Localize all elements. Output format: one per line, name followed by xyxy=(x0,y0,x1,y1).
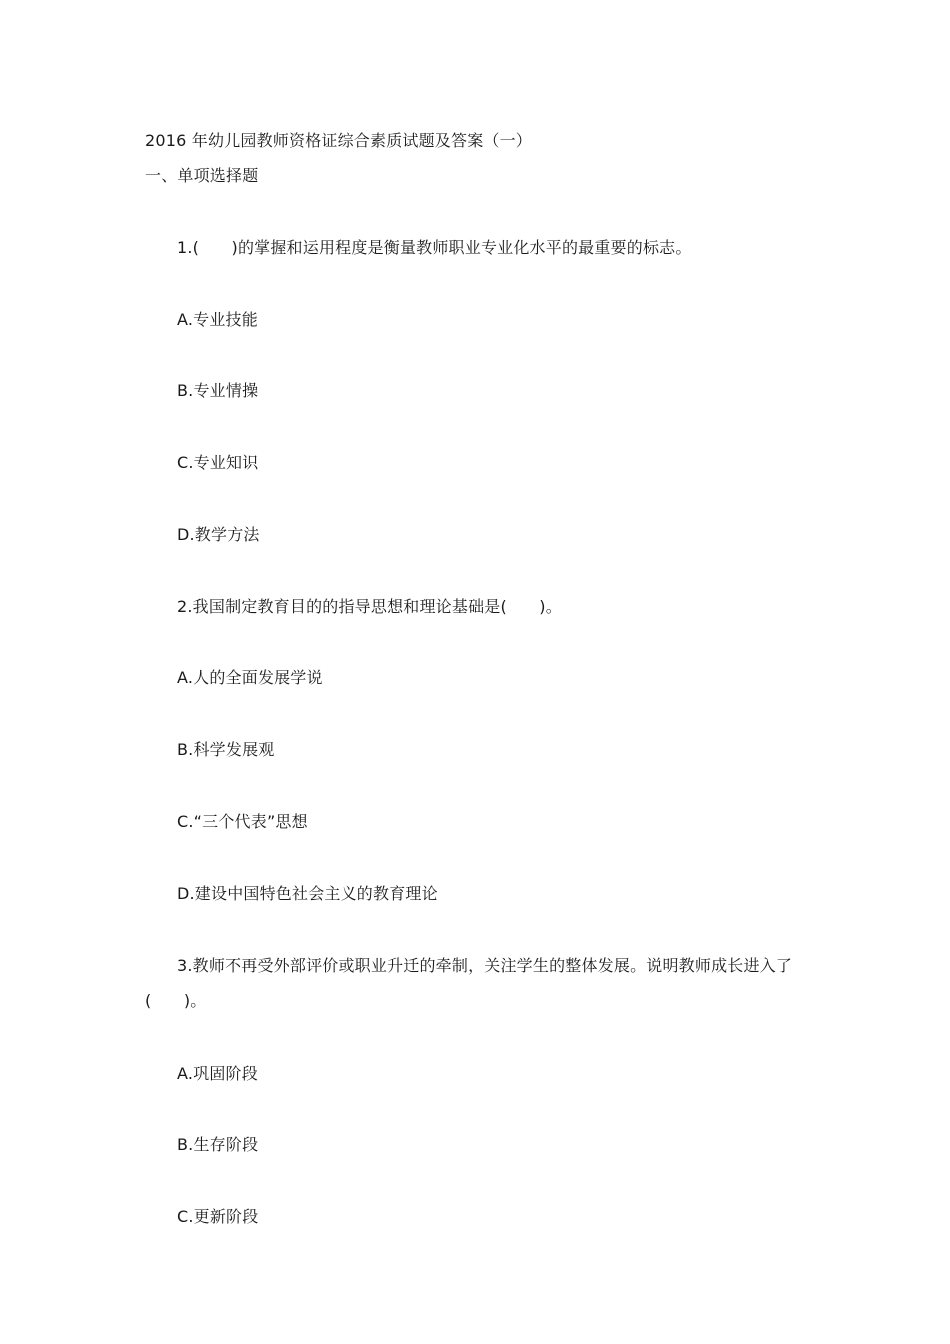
question-2-option-a: A.人的全面发展学说 xyxy=(177,668,323,687)
question-2-option-b: B.科学发展观 xyxy=(177,740,275,759)
question-3-option-c: C.更新阶段 xyxy=(177,1207,259,1226)
question-3-option-a: A.巩固阶段 xyxy=(177,1064,258,1083)
question-1-option-c: C.专业知识 xyxy=(177,453,259,472)
question-3-stem-continued: ( )。 xyxy=(145,991,207,1010)
question-2-stem: 2.我国制定教育目的的指导思想和理论基础是( )。 xyxy=(177,597,562,616)
document-title: 2016 年幼儿园教师资格证综合素质试题及答案（一） xyxy=(145,131,533,150)
question-3-option-b: B.生存阶段 xyxy=(177,1135,259,1154)
question-2-option-d: D.建设中国特色社会主义的教育理论 xyxy=(177,884,438,903)
question-1-stem: 1.( )的掌握和运用程度是衡量教师职业专业化水平的最重要的标志。 xyxy=(177,238,692,257)
question-1-option-b: B.专业情操 xyxy=(177,381,259,400)
question-1-option-d: D.教学方法 xyxy=(177,525,260,544)
question-1-option-a: A.专业技能 xyxy=(177,310,258,329)
question-2-option-c: C.“三个代表”思想 xyxy=(177,812,308,831)
question-3-stem: 3.教师不再受外部评价或职业升迁的牵制，关注学生的整体发展。说明教师成长进入了 xyxy=(177,956,793,975)
section-heading: 一、单项选择题 xyxy=(145,166,259,185)
